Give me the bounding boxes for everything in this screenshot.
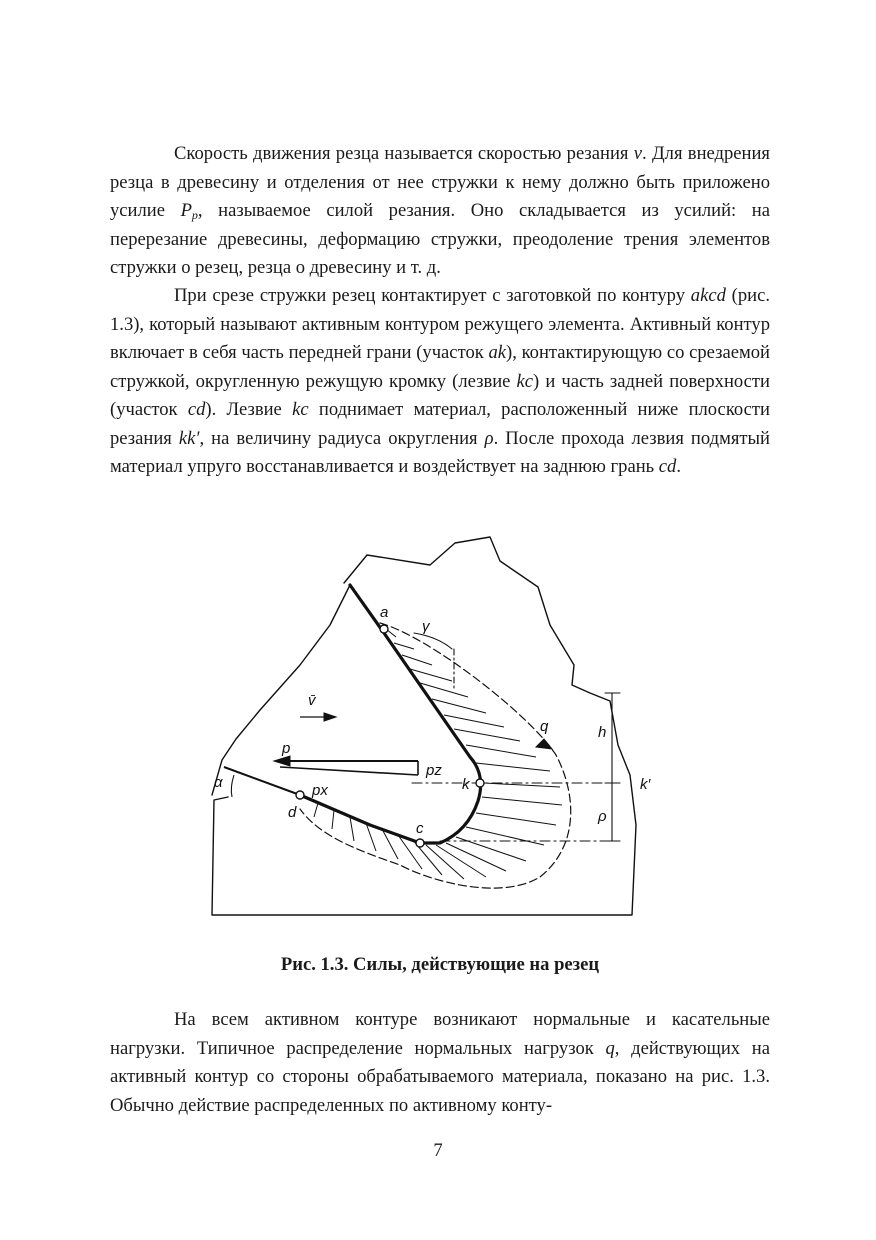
figure-drawing bbox=[200, 525, 670, 925]
force-p-arrowhead bbox=[274, 756, 290, 766]
text-span: . bbox=[676, 456, 682, 477]
text-span: . После прохода лезвия подмятый материал упруго восстанавливается и воздействует на заднюю грань bbox=[110, 427, 770, 477]
text-span: Скорость движения резца называется скоростью резания bbox=[174, 143, 634, 164]
cutting-forces-figure bbox=[200, 525, 670, 925]
label-a: a bbox=[380, 604, 389, 621]
paragraph-2 bbox=[110, 282, 770, 482]
text-span: При срезе стружки резец контактирует с заготовкой по контуру bbox=[174, 285, 691, 306]
point-d bbox=[296, 791, 304, 799]
var-q: q bbox=[605, 1037, 615, 1059]
workpiece-outline bbox=[212, 537, 636, 915]
label-px: px bbox=[312, 782, 328, 799]
var-rho: ρ bbox=[484, 427, 494, 449]
text-span: , действующих на активный контур со стороны обрабатываемого материала, показано на рис. 1.3. Обычно действие распределенных по активному конту- bbox=[110, 1037, 770, 1116]
text-span: , на величину радиуса округления bbox=[199, 427, 485, 449]
label-v: v̄ bbox=[308, 692, 316, 709]
var-kc: kc bbox=[292, 399, 309, 420]
force-pz-line bbox=[280, 767, 418, 775]
text-span: На всем активном контуре возникают нормальные и касательные нагрузки. Типичное распределение нормальных нагрузок bbox=[110, 1009, 770, 1059]
label-alpha: α bbox=[214, 774, 223, 791]
text-span: ), контактирующую со срезаемой стружкой, округленную режущую кромку (лезвие bbox=[110, 342, 771, 392]
point-c bbox=[416, 839, 424, 847]
var-p: P bbox=[180, 200, 192, 221]
var-akcd: akcd bbox=[690, 285, 726, 306]
text-span: ) и часть задней поверхности (участок bbox=[110, 370, 770, 420]
point-k bbox=[476, 779, 484, 787]
label-rho: ρ bbox=[598, 808, 607, 825]
label-p: p bbox=[282, 740, 291, 757]
var-cd: cd bbox=[187, 399, 206, 420]
var-kc: kc bbox=[516, 370, 534, 392]
text-span: ). Лезвие bbox=[205, 399, 293, 420]
label-k: k bbox=[462, 776, 470, 793]
clearance-line bbox=[224, 767, 300, 795]
figure-caption: Рис. 1.3. Силы, действующие на резец bbox=[280, 954, 600, 975]
var-cd: cd bbox=[658, 456, 677, 477]
text-span: , называемое силой резания. Оно складывается из усилий: на перерезание древесины, деформацию стружки, преодоление трения элементов стружки о резец, резца о древесину и т. д. bbox=[110, 200, 770, 278]
point-a bbox=[380, 625, 388, 633]
paragraph-3 bbox=[110, 1006, 770, 1120]
label-d: d bbox=[288, 804, 297, 821]
label-k-prime: k′ bbox=[640, 776, 651, 793]
page-number: 7 bbox=[433, 1140, 443, 1161]
text-span: . Для внедрения резца в древесину и отделения от нее стружки к нему должно быть приложено усилие bbox=[110, 143, 770, 221]
label-h: h bbox=[598, 724, 607, 741]
paragraph-1 bbox=[110, 140, 770, 283]
var-p-sub: р bbox=[191, 208, 198, 222]
text-span: поднимает материал, расположенный ниже плоскости резания bbox=[110, 399, 770, 449]
var-kk: kk′ bbox=[178, 427, 200, 449]
var-v: v bbox=[633, 143, 643, 164]
var-ak: ak bbox=[488, 342, 507, 363]
label-q: q bbox=[540, 718, 549, 735]
text-span: (рис. 1.3), который называют активным контуром режущего элемента. Активный контур включает в себя часть передней грани (участок bbox=[110, 285, 770, 363]
label-pz: pz bbox=[426, 762, 442, 779]
label-c: c bbox=[416, 820, 424, 837]
label-gamma: γ bbox=[422, 618, 430, 635]
